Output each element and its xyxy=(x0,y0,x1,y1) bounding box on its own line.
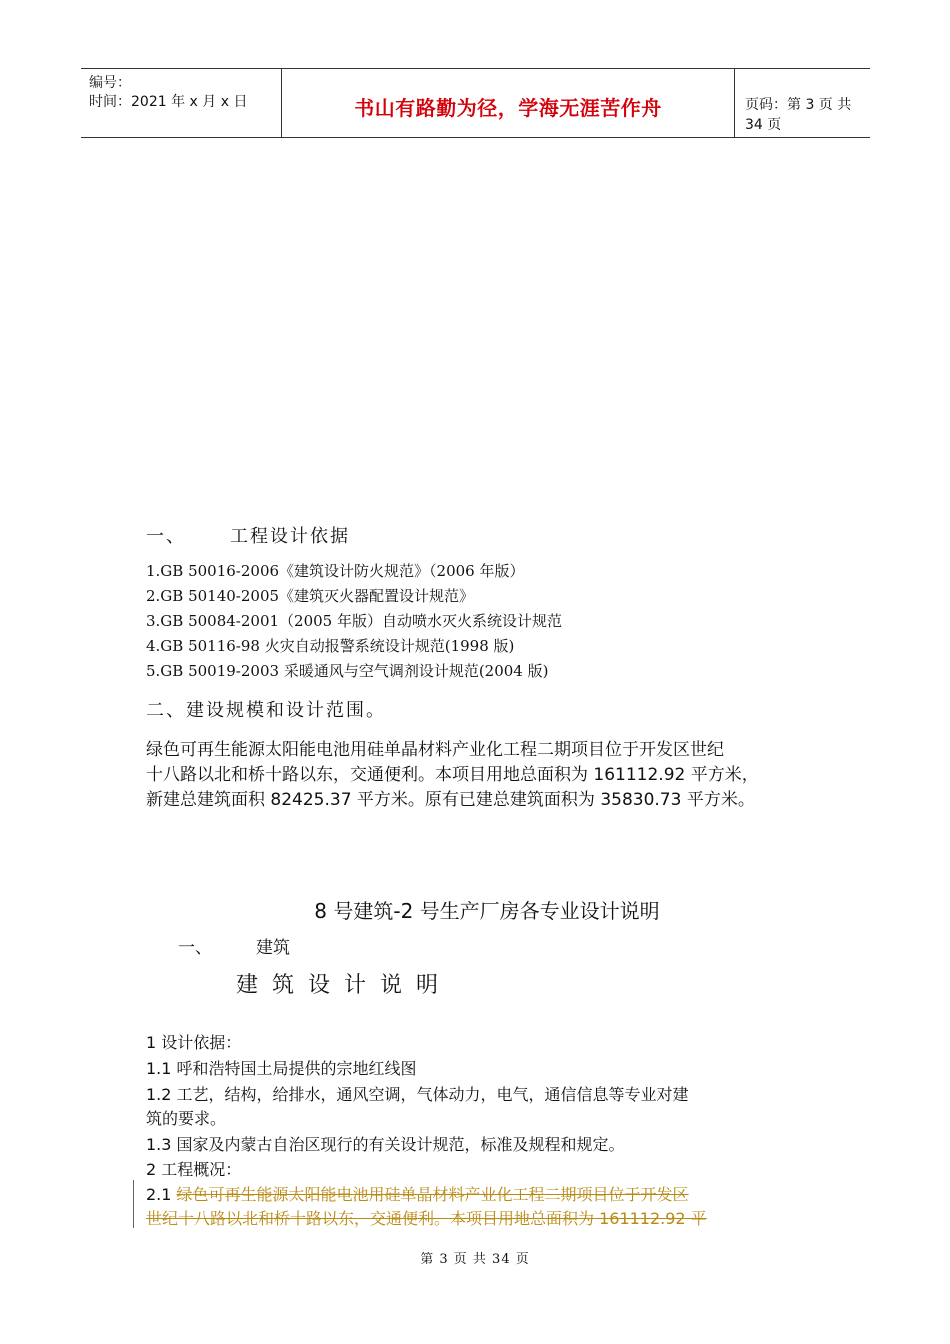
page-footer: 第 3 页 共 34 页 xyxy=(420,1252,530,1267)
header-meta-cell xyxy=(81,69,282,137)
standard-item: 4.GB 50116-98 火灾自动报警系统设计规范(1998 版) xyxy=(146,637,515,655)
section2-heading: 二、建设规模和设计范围。 xyxy=(146,700,386,721)
section2-paragraph-line: 绿色可再生能源太阳能电池用硅单晶材料产业化工程二期项目位于开发区世纪 xyxy=(146,740,724,760)
struck-text: 世纪十八路以北和桥十路以东，交通便利。本项目用地总面积为 161112.92 平 xyxy=(146,1209,707,1228)
number-label: 编号： xyxy=(89,75,131,91)
struck-line xyxy=(146,1182,689,1205)
header-page-cell xyxy=(735,69,870,137)
standard-item: 3.GB 50084-2001（2005 年版）自动喷水灭火系统设计规范 xyxy=(146,612,562,630)
building-title: 8 号建筑-2 号生产厂房各专业设计说明 xyxy=(314,899,660,923)
building-body-line: 1.2 工艺，结构，给排水，通风空调，气体动力，电气，通信信息等专业对建 xyxy=(146,1085,689,1104)
standard-item: 2.GB 50140-2005《建筑灭火器配置设计规范》 xyxy=(146,587,475,605)
section2-paragraph-line: 新建总建筑面积 82425.37 平方米。原有已建总建筑面积为 35830.73 平方米。 xyxy=(146,790,755,810)
building-big-title: 建筑设计说明 xyxy=(236,973,453,998)
page-header xyxy=(81,68,870,138)
struck-text: 绿色可再生能源太阳能电池用硅单晶材料产业化工程二期项目位于开发区 xyxy=(176,1185,689,1204)
building-body-line: 筑的要求。 xyxy=(146,1109,227,1128)
struck-prefix: 2.1 xyxy=(146,1185,177,1204)
building-body-line: 1 设计依据： xyxy=(146,1033,242,1052)
standard-item: 5.GB 50019-2003 采暖通风与空气调剂设计规范(2004 版) xyxy=(146,662,549,680)
section1-heading-text: 工程设计依据 xyxy=(230,526,350,547)
building-subheading-num: 一、 xyxy=(178,938,212,958)
standard-item: 1.GB 50016-2006《建筑设计防火规范》（2006 年版） xyxy=(146,562,525,580)
time-label: 时间：2021 年 x 月 x 日 xyxy=(89,94,248,110)
revision-change-bar xyxy=(133,1180,134,1228)
header-page-info: 页码：第 3 页 共 34 页 xyxy=(745,97,852,133)
section2-paragraph-line: 十八路以北和桥十路以东，交通便利。本项目用地总面积为 161112.92 平方米， xyxy=(146,765,759,785)
building-subheading xyxy=(178,933,290,958)
building-body-line: 1.1 呼和浩特国土局提供的宗地红线图 xyxy=(146,1059,417,1078)
section1-heading-num: 一、 xyxy=(146,526,186,547)
building-body-line: 2 工程概况： xyxy=(146,1160,242,1179)
section1-heading xyxy=(146,522,350,548)
struck-line xyxy=(146,1206,707,1229)
header-motto: 书山有路勤为径，学海无涯苦作舟 xyxy=(354,96,662,120)
building-body-line: 1.3 国家及内蒙古自治区现行的有关设计规范，标准及规程和规定。 xyxy=(146,1135,625,1154)
building-subheading-text: 建筑 xyxy=(256,938,290,958)
header-motto-cell xyxy=(282,69,735,137)
